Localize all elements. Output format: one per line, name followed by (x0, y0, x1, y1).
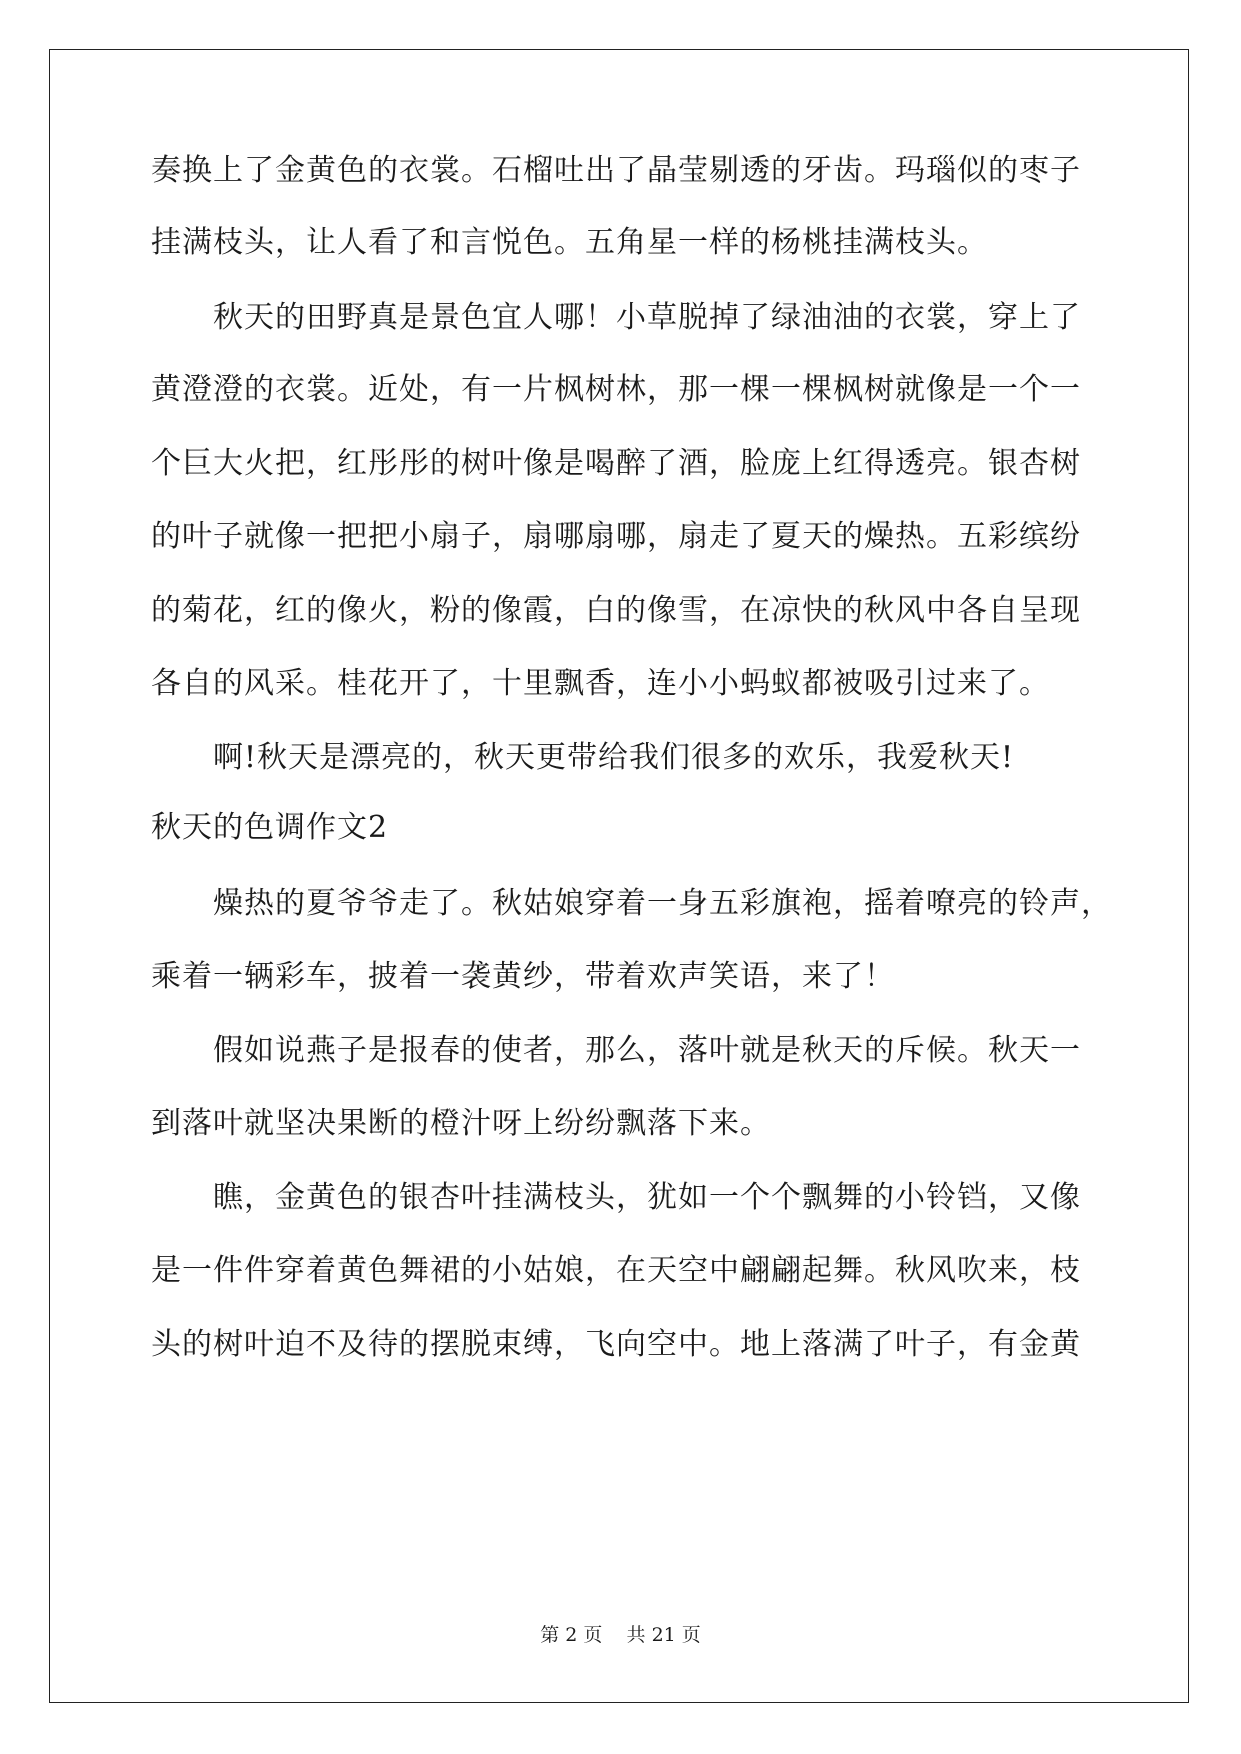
text-line: 的叶子就像一把把小扇子，扇哪扇哪，扇走了夏天的燥热。五彩缤纷 (151, 519, 1081, 554)
text-line: 奏换上了金黄色的衣裳。石榴吐出了晶莹剔透的牙齿。玛瑙似的枣子 (151, 153, 1081, 188)
text-line: 头的树叶迫不及待的摆脱束缚，飞向空中。地上落满了叶子，有金黄 (151, 1327, 1081, 1362)
text-line: 是一件件穿着黄色舞裙的小姑娘，在天空中翩翩起舞。秋风吹来，枝 (151, 1253, 1081, 1288)
paragraph-start: 假如说燕子是报春的使者，那么，落叶就是秋天的斥候。秋天一 (213, 1033, 1081, 1068)
text-line: 乘着一辆彩车，披着一袭黄纱，带着欢声笑语，来了！ (151, 959, 895, 994)
section-title: 秋天的色调作文2 (151, 810, 389, 845)
paragraph-start: 燥热的夏爷爷走了。秋姑娘穿着一身五彩旗袍，摇着嘹亮的铃声， (213, 886, 1112, 921)
text-line: 挂满枝头，让人看了和言悦色。五角星一样的杨桃挂满枝头。 (151, 225, 988, 260)
text-line: 的菊花，红的像火，粉的像霞，白的像雪，在凉快的秋风中各自呈现 (151, 593, 1081, 628)
paragraph-start: 啊!秋天是漂亮的，秋天更带给我们很多的欢乐，我爱秋天! (213, 740, 1015, 775)
paragraph-start: 瞧，金黄色的银杏叶挂满枝头，犹如一个个飘舞的小铃铛，又像 (213, 1180, 1081, 1215)
page-footer: 第 2 页 共 21 页 (540, 1624, 701, 1646)
text-line: 到落叶就坚决果断的橙汁呀上纷纷飘落下来。 (151, 1106, 771, 1141)
text-line: 黄澄澄的衣裳。近处，有一片枫树林，那一棵一棵枫树就像是一个一 (151, 372, 1081, 407)
text-line: 各自的风采。桂花开了，十里飘香，连小小蚂蚁都被吸引过来了。 (151, 666, 1050, 701)
paragraph-start: 秋天的田野真是景色宜人哪！小草脱掉了绿油油的衣裳，穿上了 (213, 300, 1081, 335)
text-line: 个巨大火把，红彤彤的树叶像是喝醉了酒，脸庞上红得透亮。银杏树 (151, 446, 1081, 481)
